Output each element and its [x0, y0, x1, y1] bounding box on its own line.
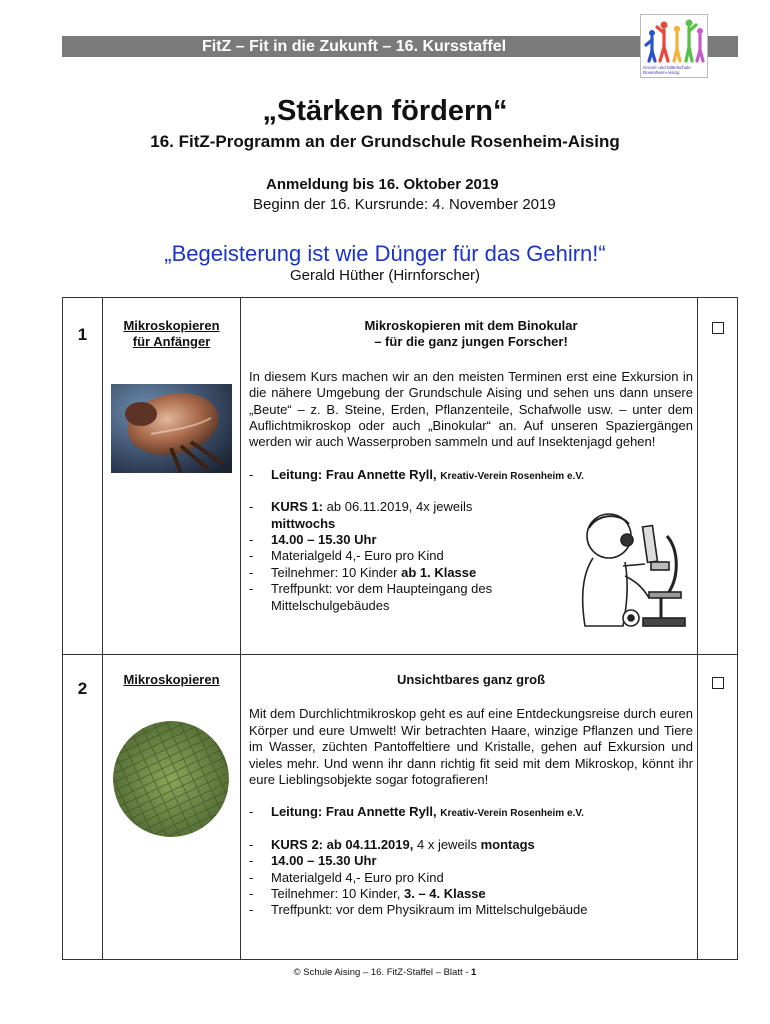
- course-details: - KURS 2: ab 04.11.2019, 4 x jeweils montags - 14.00 – 15.30 Uhr - Materialgeld 4,- Euro pro Kind - Teilnehmer: 10 Kinder, 3. – 4. Klasse - Treffpunkt: vor dem Physikraum im Mittelschulgebäude: [249, 836, 588, 918]
- header-banner: [62, 36, 738, 57]
- course-number: 1: [77, 325, 88, 344]
- banner-text: FitZ – Fit in die Zukunft – 16. Kursstaffel: [202, 38, 507, 55]
- microscope-child-illustration: [571, 506, 693, 636]
- signup-checkbox[interactable]: [712, 322, 724, 334]
- course-number: 2: [77, 679, 88, 698]
- course-leader: - Leitung: Frau Annette Ryll, Kreativ-Verein Rosenheim e.V.: [249, 466, 584, 482]
- page-number: 1: [471, 967, 477, 978]
- course-row: [63, 298, 737, 655]
- registration-deadline: Anmeldung bis 16. Oktober 2019: [266, 176, 499, 193]
- course-details: - KURS 1: ab 06.11.2019, 4x jeweils mittwochs - 14.00 – 15.30 Uhr - Materialgeld 4,- Euro pro Kind - Teilnehmer: 10 Kinder ab 1. Klasse - Treffpunkt: vor dem Haupteingang des Mittelschulgebäudes: [249, 499, 493, 613]
- subject-line: für Anfänger: [132, 334, 211, 349]
- course-leader: - Leitung: Frau Annette Ryll, Kreativ-Verein Rosenheim e.V.: [249, 804, 584, 820]
- page-subtitle: 16. FitZ-Programm an der Grundschule Rosenheim-Aising: [150, 132, 620, 151]
- signup-checkbox[interactable]: [712, 677, 724, 689]
- course-content: [249, 672, 693, 919]
- plant-cells-photo: [113, 721, 229, 837]
- course-row: [63, 655, 737, 960]
- course-subject: [103, 318, 240, 350]
- insect-photo: [111, 384, 232, 473]
- logo-caption: Grund- und Mittelschule Rosenheim-Aising: [643, 65, 691, 75]
- footer-text: © Schule Aising – 16. FitZ-Staffel – Blatt -: [293, 967, 469, 978]
- course-table: [62, 297, 738, 960]
- family-figures-icon: [641, 15, 709, 65]
- course-title: Unsichtbares ganz groß: [396, 672, 546, 687]
- course-subject: Mikroskopieren: [123, 672, 220, 687]
- page-title: „Stärken fördern“: [262, 95, 508, 127]
- course-description: In diesem Kurs machen wir an den meisten Terminen erst eine Exkursion in die nähere Umgebung der Grundschule Aising und sehen uns dann unsere „Beute“ – z. B. Steine, Erden, Pflanzenteile, Schafwolle usw. – unter dem Auflichtmikroskop oder auch „Binokular“ an. Auf unseren Spaziergängen werden wir auch Wasserproben sammeln und auf Insektenjagd gehen!: [249, 368, 693, 450]
- course-title: Mikroskopieren mit dem Binokular – für die ganz jungen Forscher!: [364, 318, 578, 350]
- quote-text: „Begeisterung ist wie Dünger für das Gehirn!“: [164, 241, 606, 266]
- school-logo: [640, 14, 708, 78]
- course-description: Mit dem Durchlichtmikroskop geht es auf eine Entdeckungsreise durch euren Körper und eure Umwelt! Wir betrachten Haare, winzige Pflanzen und Tiere im Wasser, züchten Pantoffeltiere und Kristalle, gehen auf Exkursion und vieles mehr. Und wenn ihr dann richtig fit seid mit dem Mikroskop, könnt ihr eure Lieblingsobjekte sogar fotografieren!: [249, 706, 693, 788]
- page-footer: [0, 967, 770, 978]
- course-start: Beginn der 16. Kursrunde: 4. November 2019: [253, 196, 556, 213]
- subject-line: Mikroskopieren: [123, 318, 220, 333]
- quote-author: Gerald Hüther (Hirnforscher): [289, 267, 481, 284]
